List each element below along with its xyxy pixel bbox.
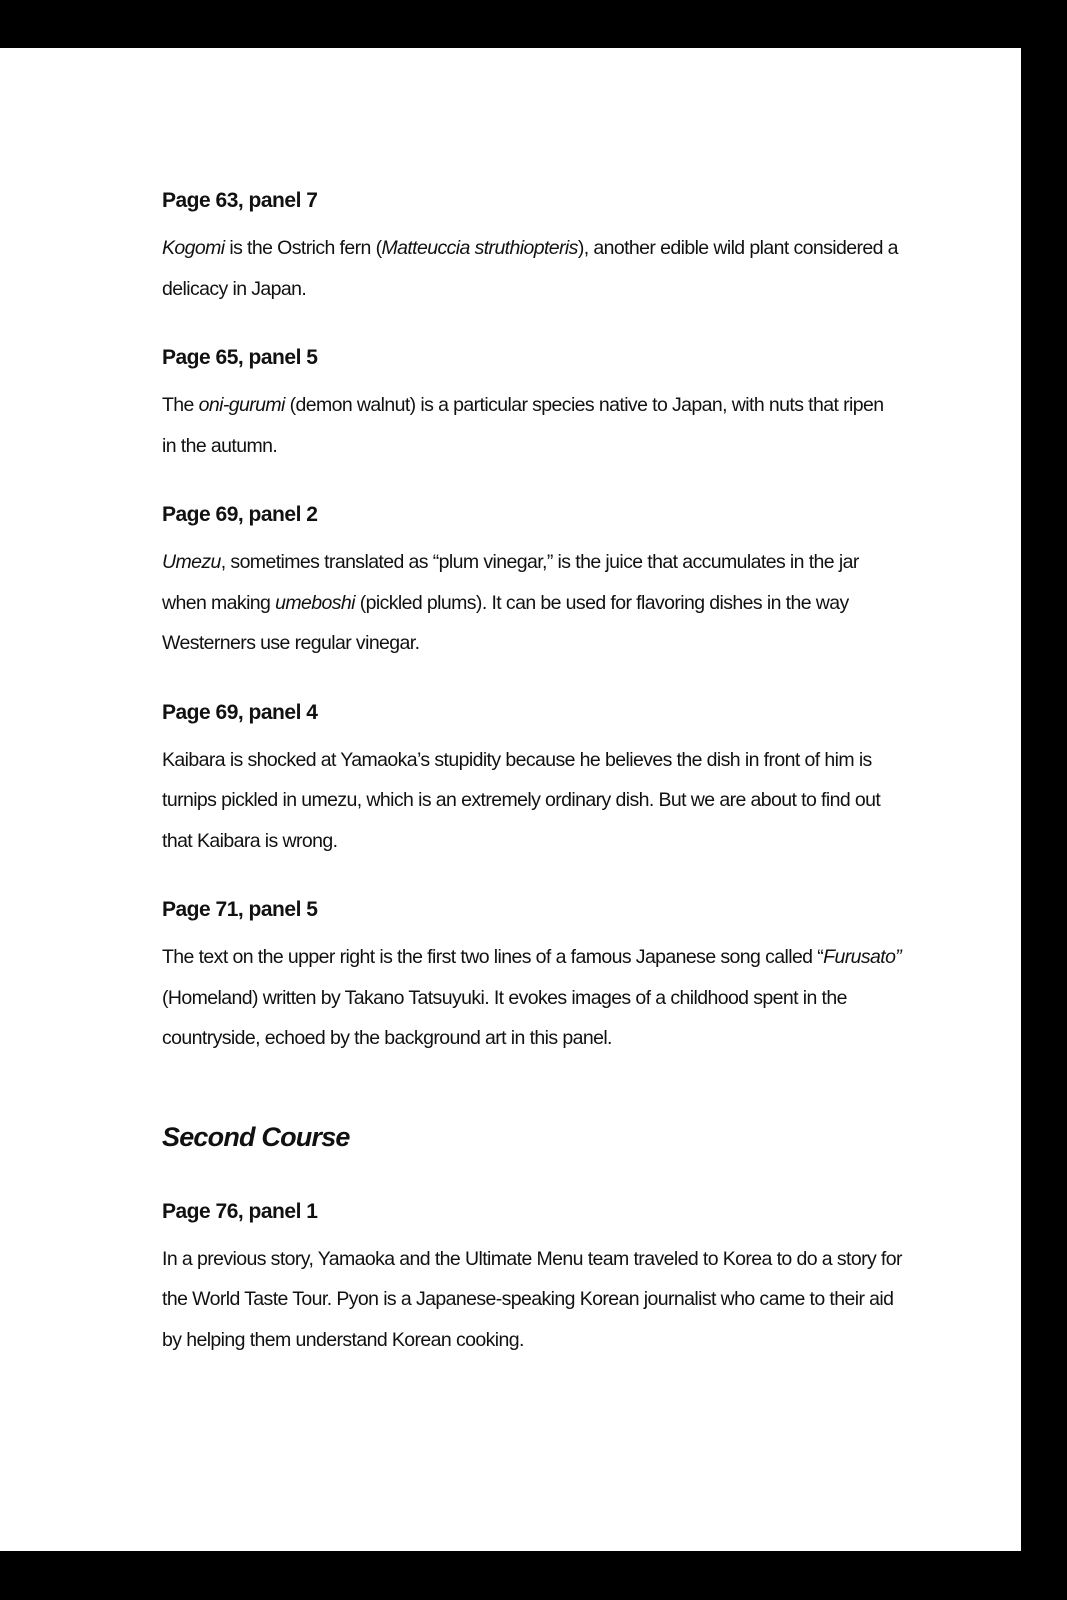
note-body (162, 542, 902, 664)
note-body (162, 385, 902, 466)
note-text-italic: umeboshi (275, 591, 355, 614)
note-body (162, 1239, 902, 1361)
note-text: (pickled plums). It can be used for flavoring dishes in the way Westerners use regular vinegar. (162, 591, 849, 654)
note-body (162, 228, 902, 309)
note-page-69-panel-2 (162, 502, 902, 664)
note-text-italic: Matteuccia struthiopteris (381, 237, 578, 259)
note-text: Kaibara is shocked at Yamaoka’s stupidity because he believes the dish in front of him is turnips pickled in umezu, which is an extremely ordinary dish. But we are about to find out that Kaibara is wrong. (162, 748, 881, 852)
note-title: Page 76, panel 1 (162, 1199, 318, 1223)
note-page-65-panel-5 (162, 345, 902, 466)
note-title: Page 71, panel 5 (162, 898, 318, 921)
note-title: Page 69, panel 2 (162, 503, 318, 526)
note-title: Page 69, panel 4 (162, 700, 318, 724)
note-text: The text on the upper right is the first two lines of a famous Japanese song called “ (162, 946, 824, 968)
note-page-69-panel-4 (162, 700, 902, 862)
note-page-71-panel-5 (162, 897, 902, 1059)
note-text: , sometimes translated as “plum vinegar,” is the juice that accumulates in the jar when making (162, 551, 859, 614)
note-text: (demon walnut) is a particular species native to Japan, with nuts that ripen in the autumn. (162, 394, 884, 457)
note-text: is the Ostrich fern ( (224, 237, 382, 259)
note-title: Page 63, panel 7 (162, 189, 318, 212)
note-text-italic: Furusato” (823, 946, 902, 968)
note-text: ), another edible wild plant considered a delicacy in Japan. (162, 237, 898, 300)
section-heading: Second Course (162, 1121, 350, 1152)
note-text: (Homeland) written by Takano Tatsuyuki. It evokes images of a childhood spent in the countryside, echoed by the background art in this panel. (162, 986, 847, 1049)
page-content (162, 188, 902, 1396)
note-text: The (162, 394, 199, 416)
note-body (162, 937, 902, 1059)
note-text-italic: oni-gurumi (198, 394, 285, 416)
note-body (162, 740, 902, 862)
note-text-italic: Umezu (162, 551, 221, 573)
note-page-76-panel-1 (162, 1199, 902, 1361)
note-text: In a previous story, Yamaoka and the Ultimate Menu team traveled to Korea to do a story for the World Taste Tour. Pyon is a Japanese-speaking Korean journalist who came to their aid by helping them understand Korean cooking. (162, 1247, 902, 1351)
note-title: Page 65, panel 5 (162, 346, 318, 369)
note-text-italic: Kogomi (162, 237, 225, 259)
document-page (0, 48, 1021, 1551)
note-page-63-panel-7 (162, 188, 902, 309)
